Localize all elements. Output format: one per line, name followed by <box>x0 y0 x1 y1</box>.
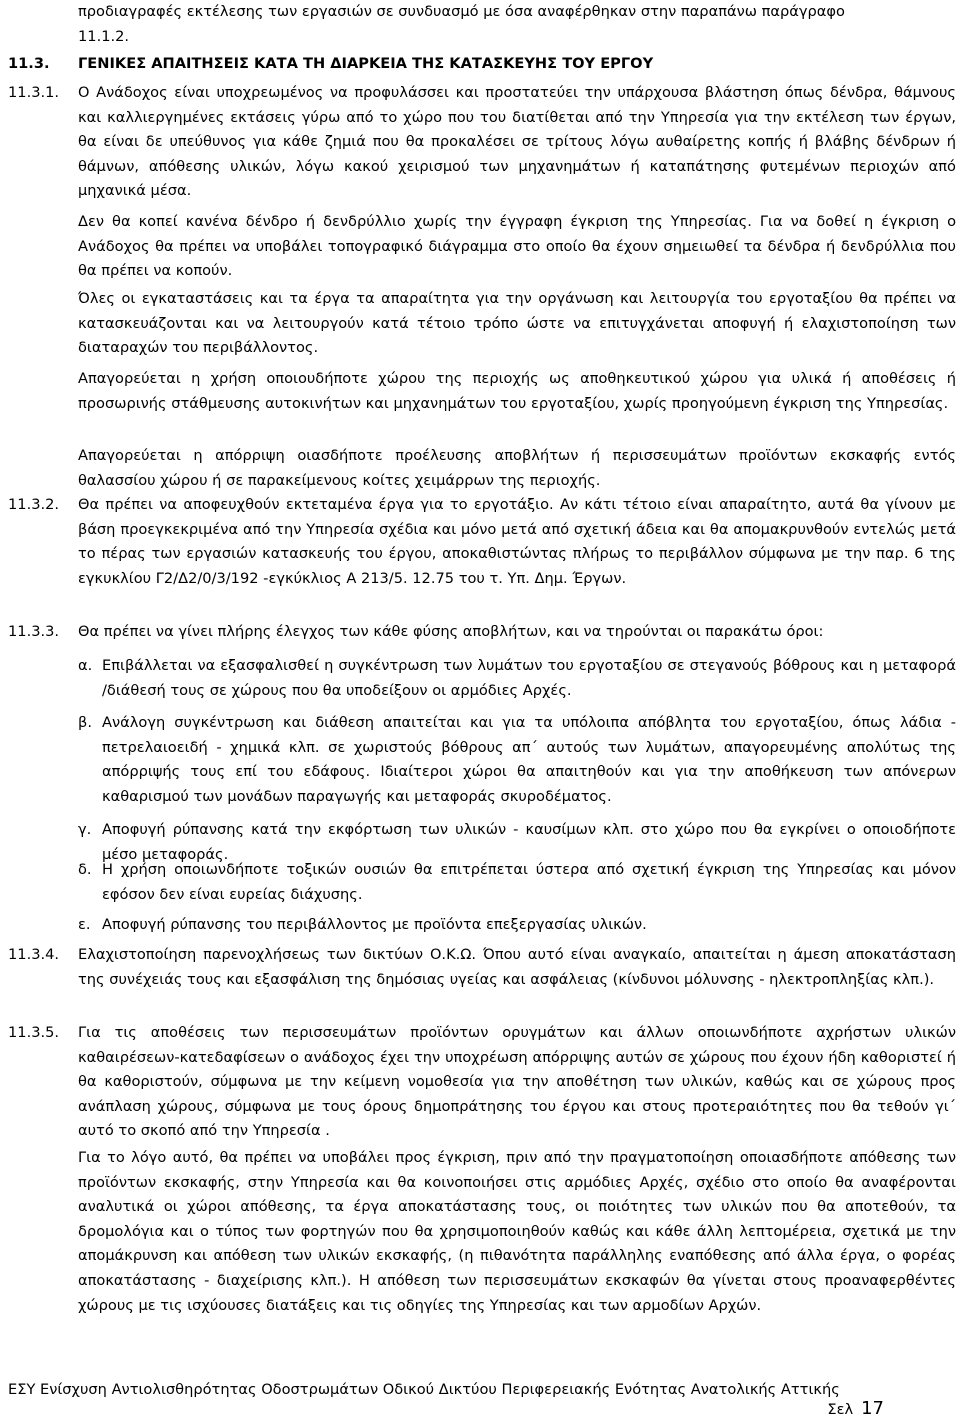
page-number-value: 17 <box>861 1398 884 1419</box>
paragraph: Δεν θα κοπεί κανένα δένδρο ή δενδρύλλιο χωρίς την έγγραφη έγκριση της Υπηρεσίας. Για να δοθεί η έγκριση ο Ανάδοχος θα πρέπει να υποβάλει τοπογραφικό διάγραμμα στο οποίο θα έχουν σημειωθεί τα δένδρα ή δενδρύλλια που θα πρέπει να κοπούν. <box>78 213 956 280</box>
paragraph: Ελαχιστοποίηση παρενοχλήσεως των δικτύων Ο.Κ.Ω. Όπου αυτό είναι αναγκαίο, απαιτείται η άμεση αποκατάσταση της συνέχειάς τους και εξασφάλιση της δημόσιας υγείας και ασφάλειας (κίνδυνοι μόλυνσης - ηλεκτροπληξίας κλπ.). <box>78 946 956 988</box>
subsection-number: 11.3.1. <box>8 84 60 101</box>
paragraph: Απαγορεύεται η απόρριψη οιασδήποτε προέλευσης αποβλήτων ή περισσευμάτων προϊόντων εκσκαφής εντός θαλασσίου χώρου ή σε παρακείμενους κοίτες χειμάρρων της περιοχής. <box>78 447 956 489</box>
intro-ref: 11.1.2. <box>78 27 130 45</box>
intro-paragraph <box>8 0 956 49</box>
list-item-text: Αποφυγή ρύπανσης κατά την εκφόρτωση των υλικών - καυσίμων κλπ. στο χώρο που θα εγκρίνει ο οποιοδήποτε μέσο μεταφοράς. <box>102 821 956 863</box>
paragraph: Όλες οι εγκαταστάσεις και τα έργα τα απαραίτητα για την οργάνωση και λειτουργία του εργοταξίου θα πρέπει να κατασκευάζονται και να λειτουργούν κατά τέτοιο τρόπο ώστε να επιτυγχάνεται αποφυγή ή ελαχιστοποίηση των διαταραχών του περιβάλλοντος. <box>78 290 956 357</box>
intro-line: προδιαγραφές εκτέλεσης των εργασιών σε συνδυασμό με όσα αναφέρθηκαν στην παραπάνω παράγραφο <box>78 3 845 20</box>
paragraph: Θα πρέπει να γίνει πλήρης έλεγχος των κάθε φύσης αποβλήτων, και να τηρούνται οι παρακάτω όροι: <box>78 623 824 640</box>
list-item-label: β. <box>78 714 92 731</box>
paragraph: Απαγορεύεται η χρήση οποιουδήποτε χώρου της περιοχής ως αποθηκευτικού χώρου για υλικά ή αποθέσεις ή προσωρινής στάθμευσης αυτοκινήτων και μηχανημάτων του εργοταξίου, χωρίς προηγούμενη έγκριση της Υπηρεσίας. <box>78 370 956 412</box>
section-number: 11.3. <box>8 55 50 72</box>
paragraph: Για το λόγο αυτό, θα πρέπει να υποβάλει προς έγκριση, πριν από την πραγματοποίηση οποιασδήποτε απόθεσης των προϊόντων εκσκαφής, στην Υπηρεσία και θα κοινοποιήσει στις αρμόδιες Αρχές, σχέδιο στο οποίο θα αναφέρονται αναλυτικά οι χώροι απόθεσης, τα έργα αποκατάστασης τους, οι ποιότητες των υλικών που θα αποτεθούν, τα δρομολόγια και ο τύπος των φορτηγών που θα χρησιμοποιηθούν καθώς και κάθε άλλη λεπτομέρεια, σχετικά με την απομάκρυνση και απόθεση των υλικών εκσκαφής, (η πιθανότητα παράλληλης εναπόθεσης από άλλα έργα, ο φορέας αποκατάστασης - διαχείρισης κλπ.). Η απόθεση των περισσευμάτων εκσκαφών θα γίνεται στους προαναφερθέντες χώρους με τις ισχύουσες διατάξεις και τις οδηγίες της Υπηρεσίας και των αρμοδίων Αρχών. <box>78 1149 956 1314</box>
list-item-text: Επιβάλλεται να εξασφαλισθεί η συγκέντρωση των λυμάτων του εργοταξίου σε στεγανούς βόθρους και η μεταφορά /διάθεσή τους σε χώρους που θα υποδείξουν οι αρμόδιες Αρχές. <box>102 657 956 699</box>
paragraph: Θα πρέπει να αποφευχθούν εκτεταμένα έργα για το εργοτάξιο. Αν κάτι τέτοιο είναι απαραίτητο, αυτά θα γίνουν με βάση προεγκεκριμένα από την Υπηρεσία σχέδια και μόνο μετά από σχετική άδεια και θα απομακρυνθούν εντελώς μετά το πέρας των εργασιών κατασκευής του έργου, αποκαθιστώντας πλήρως το περιβάλλον σύμφωνα με την παρ. 6 της εγκυκλίου Γ2/Δ2/0/3/192 -εγκύκλιος Α 213/5. 12.75 του τ. Υπ. Δημ. Έργων. <box>78 496 956 587</box>
list-item-text: Η χρήση οποιωνδήποτε τοξικών ουσιών θα επιτρέπεται ύστερα από σχετική έγκριση της Υπηρεσίας και μόνον εφόσον δεν είναι ευρείας διάχυσης. <box>102 861 956 903</box>
subsection-number: 11.3.3. <box>8 623 60 640</box>
paragraph: Για τις αποθέσεις των περισσευμάτων προϊόντων ορυγμάτων και άλλων οποιωνδήποτε αχρήστων υλικών καθαιρέσεων-κατεδαφίσεων ο ανάδοχος έχει την υποχρέωση απόρριψης αυτών σε χώρους που έχουν ήδη καθοριστεί ή θα καθοριστούν, σύμφωνα με την κείμενη νομοθεσία για την αποθέτηση των υλικών, καθώς και σε χώρους προς ανάπλαση χώρους, σύμφωνα με τους όρους δημοπράτησης του έργου και στους προτεραιότητες που θα τεθούν γι΄ αυτό το σκοπό από την Υπηρεσία . <box>78 1024 956 1140</box>
paragraph: Ο Ανάδοχος είναι υποχρεωμένος να προφυλάσσει και προστατεύει την υπάρχουσα βλάστηση όπως δένδρα, θάμνους και καλλιεργημένες εκτάσεις γύρω από το χώρο που του διατίθεται από την Υπηρεσία για την εκτέλεση των έργων, θα είναι δε υπεύθυνος για κάθε ζημιά που θα προκαλέσει σε τρίτους λόγω αυθαίρετης κοπής ή βλάβης δένδρων ή θάμνων, απόθεσης υλικών, λόγω κακού χειρισμού των μηχανημάτων ή καταπάτησης φυτεμένων περιοχών από μηχανικά μέσα. <box>78 84 956 200</box>
subsection-number: 11.3.2. <box>8 496 60 513</box>
list-item-text: Αποφυγή ρύπανσης του περιβάλλοντος με προϊόντα επεξεργασίας υλικών. <box>102 916 647 933</box>
list-item-label: δ. <box>78 861 92 878</box>
page-number <box>827 1398 884 1419</box>
section-heading <box>8 52 653 76</box>
list-item-label: γ. <box>78 821 92 838</box>
list-item <box>78 913 956 938</box>
subsection-number: 11.3.5. <box>8 1024 60 1041</box>
list-item <box>78 858 956 907</box>
page-label: Σελ <box>827 1401 854 1418</box>
page-footer: ΕΣΥ Ενίσχυση Αντιολισθηρότητας Οδοστρωμάτων Οδικού Δικτύου Περιφερειακής Ενότητας Ανατολικής Αττικής <box>8 1381 840 1398</box>
subsection-number: 11.3.4. <box>8 946 60 963</box>
list-item <box>78 654 956 703</box>
list-item <box>78 711 956 809</box>
list-item-text: Ανάλογη συγκέντρωση και διάθεση απαιτείται και για τα υπόλοιπα απόβλητα του εργοταξίου, όπως λάδια - πετρελαιοειδή - χημικά κλπ. σε χωριστούς βόθρους απ΄ αυτούς των λυμάτων, απαγορευμένης απολύτως της απόρριψής τους επί του εδάφους. Ιδιαίτεροι χώροι θα απαιτηθούν και για την αποθήκευση των απόνερων καθαρισμού των μονάδων παραγωγής και μεταφοράς σκυροδέματος. <box>102 714 956 805</box>
section-title: ΓΕΝΙΚΕΣ ΑΠΑΙΤΗΣΕΙΣ ΚΑΤΑ ΤΗ ΔΙΑΡΚΕΙΑ ΤΗΣ ΚΑΤΑΣΚΕΥΗΣ ΤΟΥ ΕΡΓΟΥ <box>78 55 654 72</box>
list-item-label: ε. <box>78 916 91 933</box>
list-item-label: α. <box>78 657 93 674</box>
